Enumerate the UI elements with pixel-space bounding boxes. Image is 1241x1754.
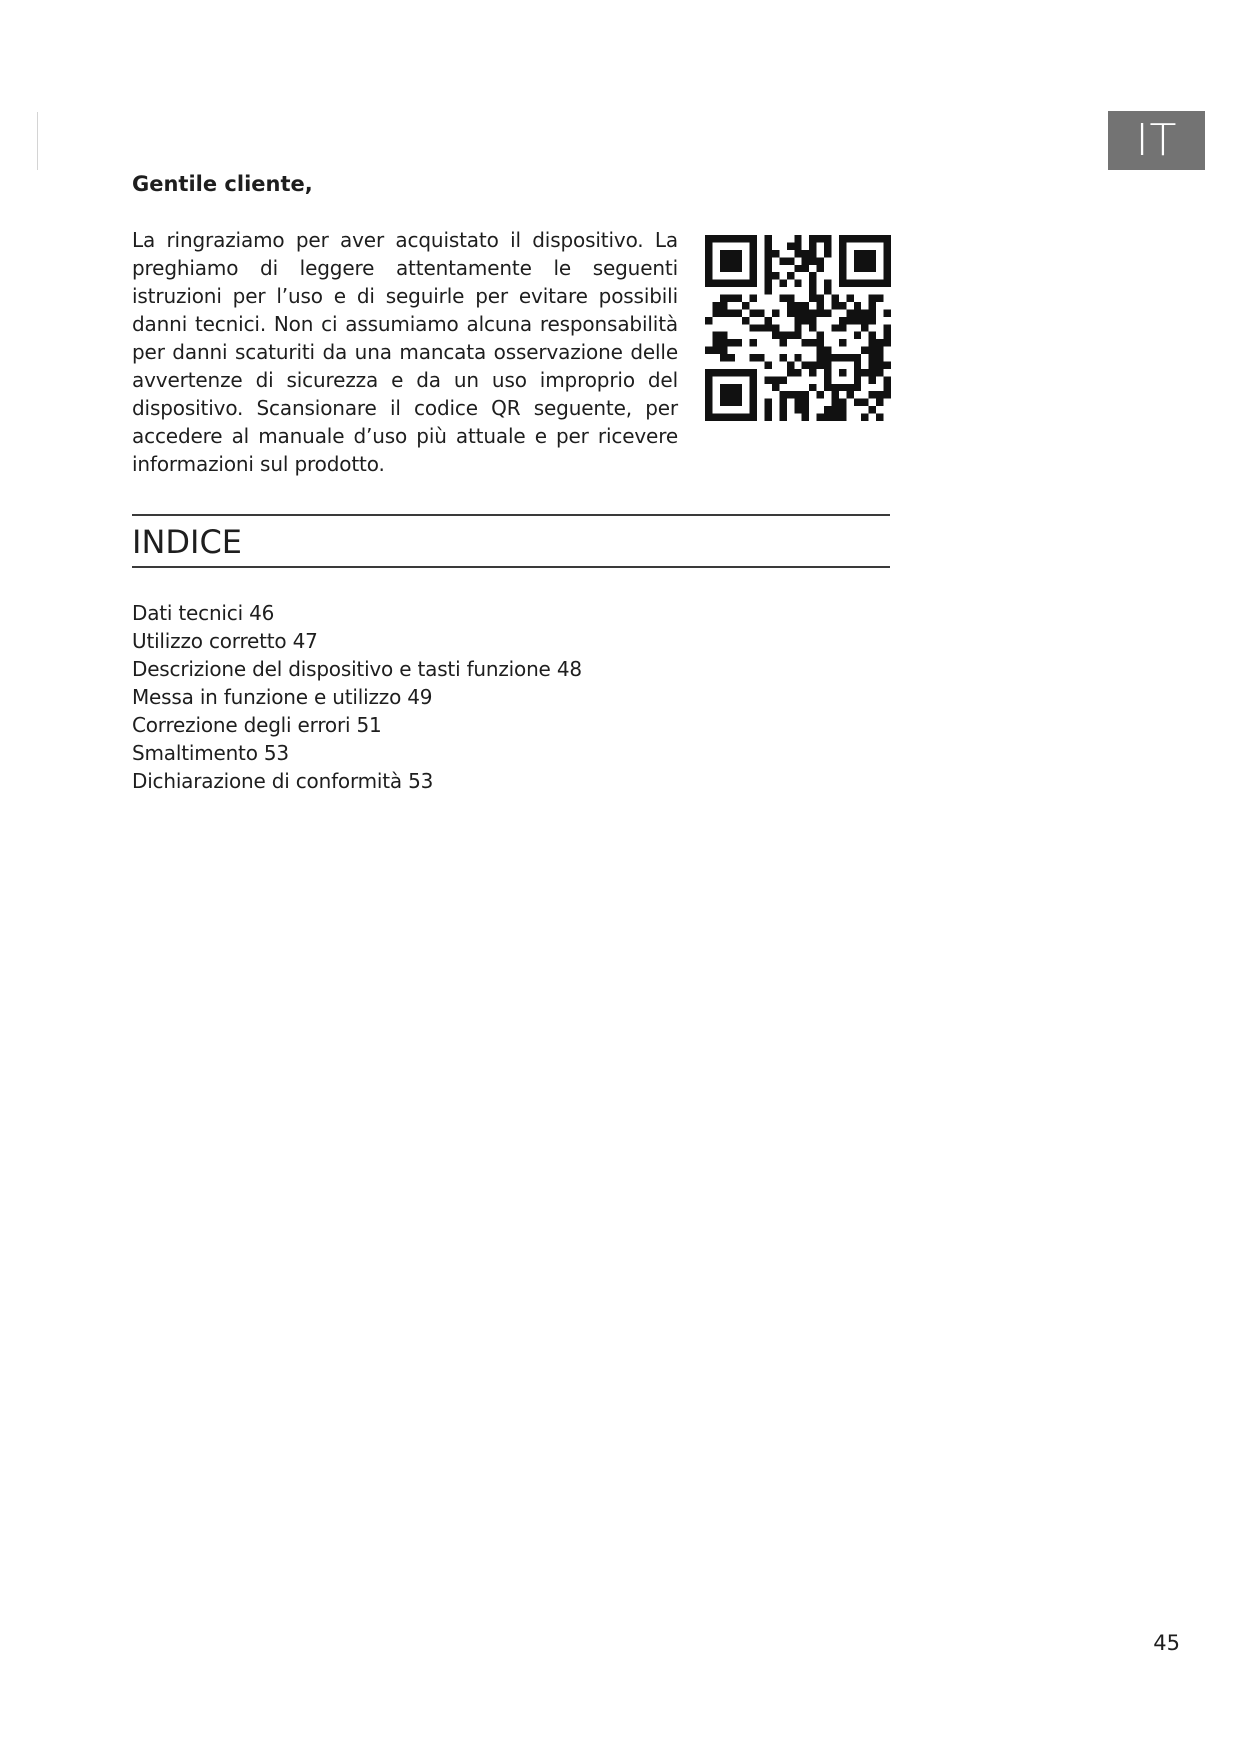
greeting: Gentile cliente, <box>132 172 313 196</box>
margin-rule <box>37 112 38 170</box>
toc-item-title: Utilizzo corretto <box>132 629 287 653</box>
toc-item[interactable] <box>132 599 582 627</box>
index-rule-bottom <box>132 566 890 568</box>
intro-paragraph: La ringraziamo per aver acquistato il dispositivo. La preghiamo di leggere attentamente le seguenti istruzioni per l’uso e di seguirle per evitare possibili danni tecnici. Non ci assumiamo alcuna responsabilità per danni scaturiti da una mancata osservazione delle avvertenze di sicurezza e da un uso improprio del dispositivo. Scansionare il codice QR seguente, per accedere al manuale d’uso più attuale e per ricevere informazioni sul prodotto. <box>132 228 678 476</box>
toc-item[interactable] <box>132 683 582 711</box>
toc-item-page: 53 <box>408 769 434 793</box>
toc-item[interactable] <box>132 655 582 683</box>
toc-item-page: 47 <box>292 629 318 653</box>
toc-item-title: Dati tecnici <box>132 601 243 625</box>
toc-item-title: Correzione degli errori <box>132 713 351 737</box>
toc-item-title: Dichiarazione di conformità <box>132 769 402 793</box>
page-number: 45 <box>1153 1631 1180 1655</box>
toc-item-title: Smaltimento <box>132 741 258 765</box>
toc-item-page: 46 <box>249 601 275 625</box>
language-tab: IT <box>1108 111 1205 170</box>
qr-code-icon[interactable] <box>705 235 891 421</box>
toc-item-title: Descrizione del dispositivo e tasti funzione <box>132 657 551 681</box>
index-rule-top <box>132 514 890 516</box>
table-of-contents <box>132 599 582 795</box>
toc-item[interactable] <box>132 739 582 767</box>
toc-item-page: 51 <box>356 713 382 737</box>
toc-item-page: 53 <box>263 741 289 765</box>
toc-item[interactable] <box>132 627 582 655</box>
index-title: INDICE <box>132 523 243 561</box>
toc-item-title: Messa in funzione e utilizzo <box>132 685 402 709</box>
toc-item-page: 49 <box>407 685 433 709</box>
toc-item-page: 48 <box>556 657 582 681</box>
toc-item[interactable] <box>132 767 582 795</box>
toc-item[interactable] <box>132 711 582 739</box>
